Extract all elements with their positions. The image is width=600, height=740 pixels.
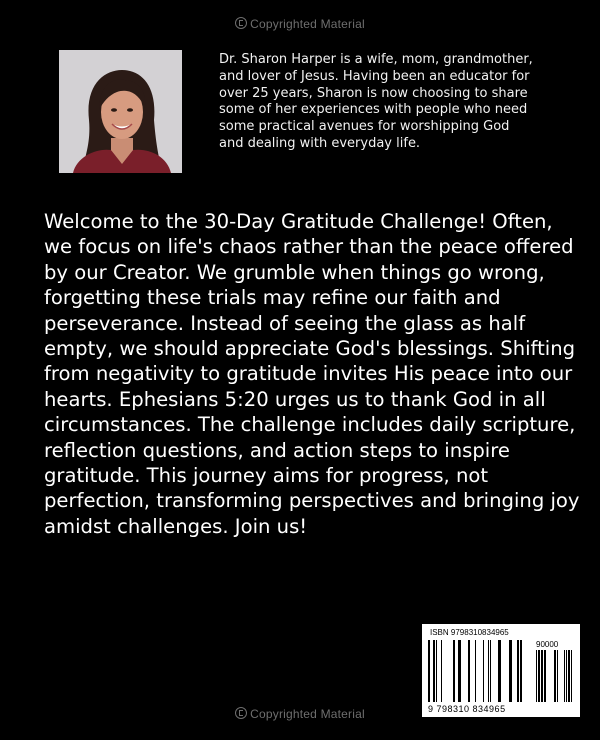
watermark-top: Copyrighted Material [0, 17, 600, 31]
copyright-icon [235, 17, 247, 29]
watermark-bottom: Copyrighted Material [0, 707, 600, 721]
barcode-bars [426, 640, 576, 704]
author-bio: Dr. Sharon Harper is a wife, mom, grandmother, and lover of Jesus. Having been an educator for over 25 years, Sharon is now choosing to share some of her experiences with people who need some practical avenues for worshipping God and dealing with everyday life. [219, 52, 533, 151]
isbn-barcode [422, 624, 580, 717]
isbn-digits: 9 798310 834965 [428, 704, 506, 714]
isbn-label: ISBN 9798310834965 [430, 628, 509, 637]
book-description: Welcome to the 30-Day Gratitude Challenge! Often, we focus on life's chaos rather than the peace offered by our Creator. We grumble when things go wrong, forgetting these trials may refine our faith and perseverance. Instead of seeing the glass as half empty, we should appreciate God's blessings. Shifting from negativity to gratitude invites His peace into our hearts. Ephesians 5:20 urges us to thank God in all circumstances. The challenge includes daily scripture, reflection questions, and action steps to inspire gratitude. This journey aims for progress, not perfection, transforming perspectives and bringing joy amidst challenges. Join us! [44, 210, 580, 538]
price-code: 90000 [536, 640, 559, 649]
copyright-icon [235, 707, 247, 719]
author-photo [59, 50, 182, 173]
